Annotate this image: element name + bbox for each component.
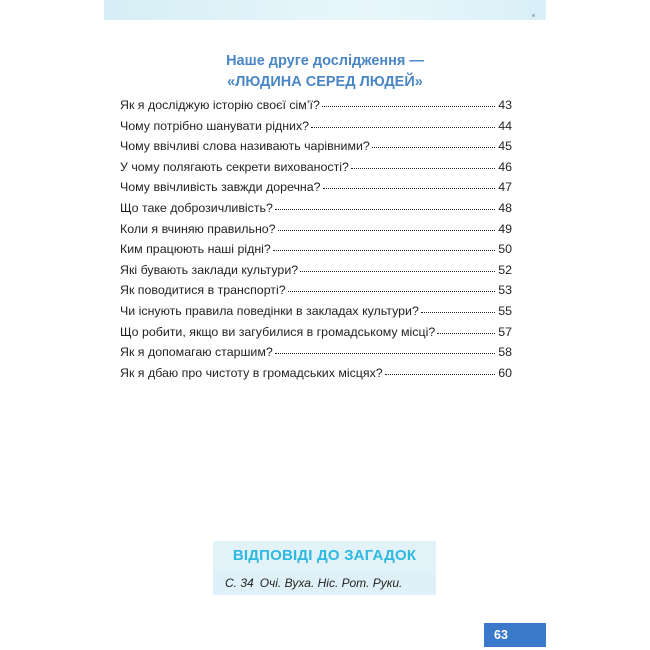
- toc-entry-page: 44: [498, 118, 512, 133]
- dot-leader: [300, 271, 495, 272]
- answers-box: [213, 571, 436, 595]
- toc-entry-page: 58: [498, 345, 512, 360]
- toc-entry[interactable]: [120, 304, 512, 325]
- toc-entry-title: Що робити, якщо ви загубилися в громадському місці?: [120, 324, 436, 339]
- toc-entry[interactable]: [120, 283, 512, 304]
- dot-leader: [372, 147, 495, 148]
- toc-entry[interactable]: [120, 180, 512, 201]
- answers-heading: ВІДПОВІДІ ДО ЗАГАДОК: [213, 541, 436, 571]
- toc-entry-title: Що таке доброзичливість?: [120, 200, 273, 215]
- toc-entry-title: Чому потрібно шанувати рідних?: [120, 118, 310, 133]
- top-decorative-band: [104, 0, 546, 20]
- toc-entry-title: Коли я вчиняю правильно?: [120, 221, 276, 236]
- toc-entry-page: 50: [498, 242, 512, 257]
- toc-entry[interactable]: [120, 325, 512, 346]
- toc-entry[interactable]: [120, 201, 512, 222]
- page-number-badge: 63: [484, 623, 546, 647]
- toc-entry-title: Чому ввічливі слова називають чарівними?: [120, 139, 370, 154]
- dot-leader: [323, 188, 495, 189]
- toc-entry-title: Які бувають заклади культури?: [120, 262, 299, 277]
- dot-leader: [322, 106, 495, 107]
- dot-leader: [351, 168, 495, 169]
- toc-entry-page: 53: [498, 283, 512, 298]
- toc-entry-title: Як я досліджую історію своєї сім’ї?: [120, 98, 320, 112]
- toc-entry-page: 55: [498, 303, 512, 318]
- toc-entry-title: У чому полягають секрети вихованості?: [120, 159, 349, 174]
- toc-entry-page: 47: [498, 180, 512, 195]
- toc-entry[interactable]: [120, 98, 512, 119]
- dot-leader: [275, 353, 495, 354]
- toc-entry-title: Як я допомагаю старшим?: [120, 345, 273, 360]
- dot-leader: [311, 127, 495, 128]
- toc-entry-title: Чи існують правила поведінки в закладах культури?: [120, 303, 419, 318]
- section-title-line-2: «ЛЮДИНА СЕРЕД ЛЮДЕЙ»: [227, 74, 423, 90]
- toc-entry-page: 49: [498, 221, 512, 236]
- toc-entry-title: Як поводитися в транспорті?: [120, 283, 286, 298]
- toc-entry[interactable]: [120, 263, 512, 284]
- toc-entry-title: Ким працюють наші рідні?: [120, 242, 271, 257]
- toc-entry-page: 57: [498, 324, 512, 339]
- toc-entry-page: 46: [498, 159, 512, 174]
- dot-leader: [273, 250, 495, 251]
- toc-entry[interactable]: [120, 222, 512, 243]
- page-mark: [532, 14, 535, 17]
- answers-page-ref: С. 34: [225, 576, 254, 590]
- dot-leader: [437, 333, 495, 334]
- toc-entry[interactable]: [120, 119, 512, 140]
- toc-entry-page: 52: [498, 262, 512, 277]
- toc-entry[interactable]: [120, 139, 512, 160]
- answers-text: Очі. Вуха. Ніс. Рот. Руки.: [259, 576, 403, 590]
- dot-leader: [275, 209, 495, 210]
- toc-entry[interactable]: [120, 366, 512, 387]
- dot-leader: [421, 312, 495, 313]
- table-of-contents: [120, 98, 512, 386]
- toc-entry[interactable]: [120, 345, 512, 366]
- toc-entry-title: Чому ввічливість завжди доречна?: [120, 180, 321, 195]
- toc-entry-title: Як я дбаю про чистоту в громадських місцях?: [120, 365, 383, 380]
- dot-leader: [278, 230, 495, 231]
- toc-entry[interactable]: [120, 242, 512, 263]
- toc-entry[interactable]: [120, 160, 512, 181]
- dot-leader: [288, 291, 495, 292]
- toc-entry-page: 48: [498, 200, 512, 215]
- toc-entry-page: 45: [498, 139, 512, 154]
- section-title-line-1: Наше друге дослідження —: [226, 53, 424, 69]
- toc-entry-page: 60: [498, 365, 512, 380]
- toc-entry-page: 43: [498, 98, 512, 112]
- dot-leader: [385, 374, 495, 375]
